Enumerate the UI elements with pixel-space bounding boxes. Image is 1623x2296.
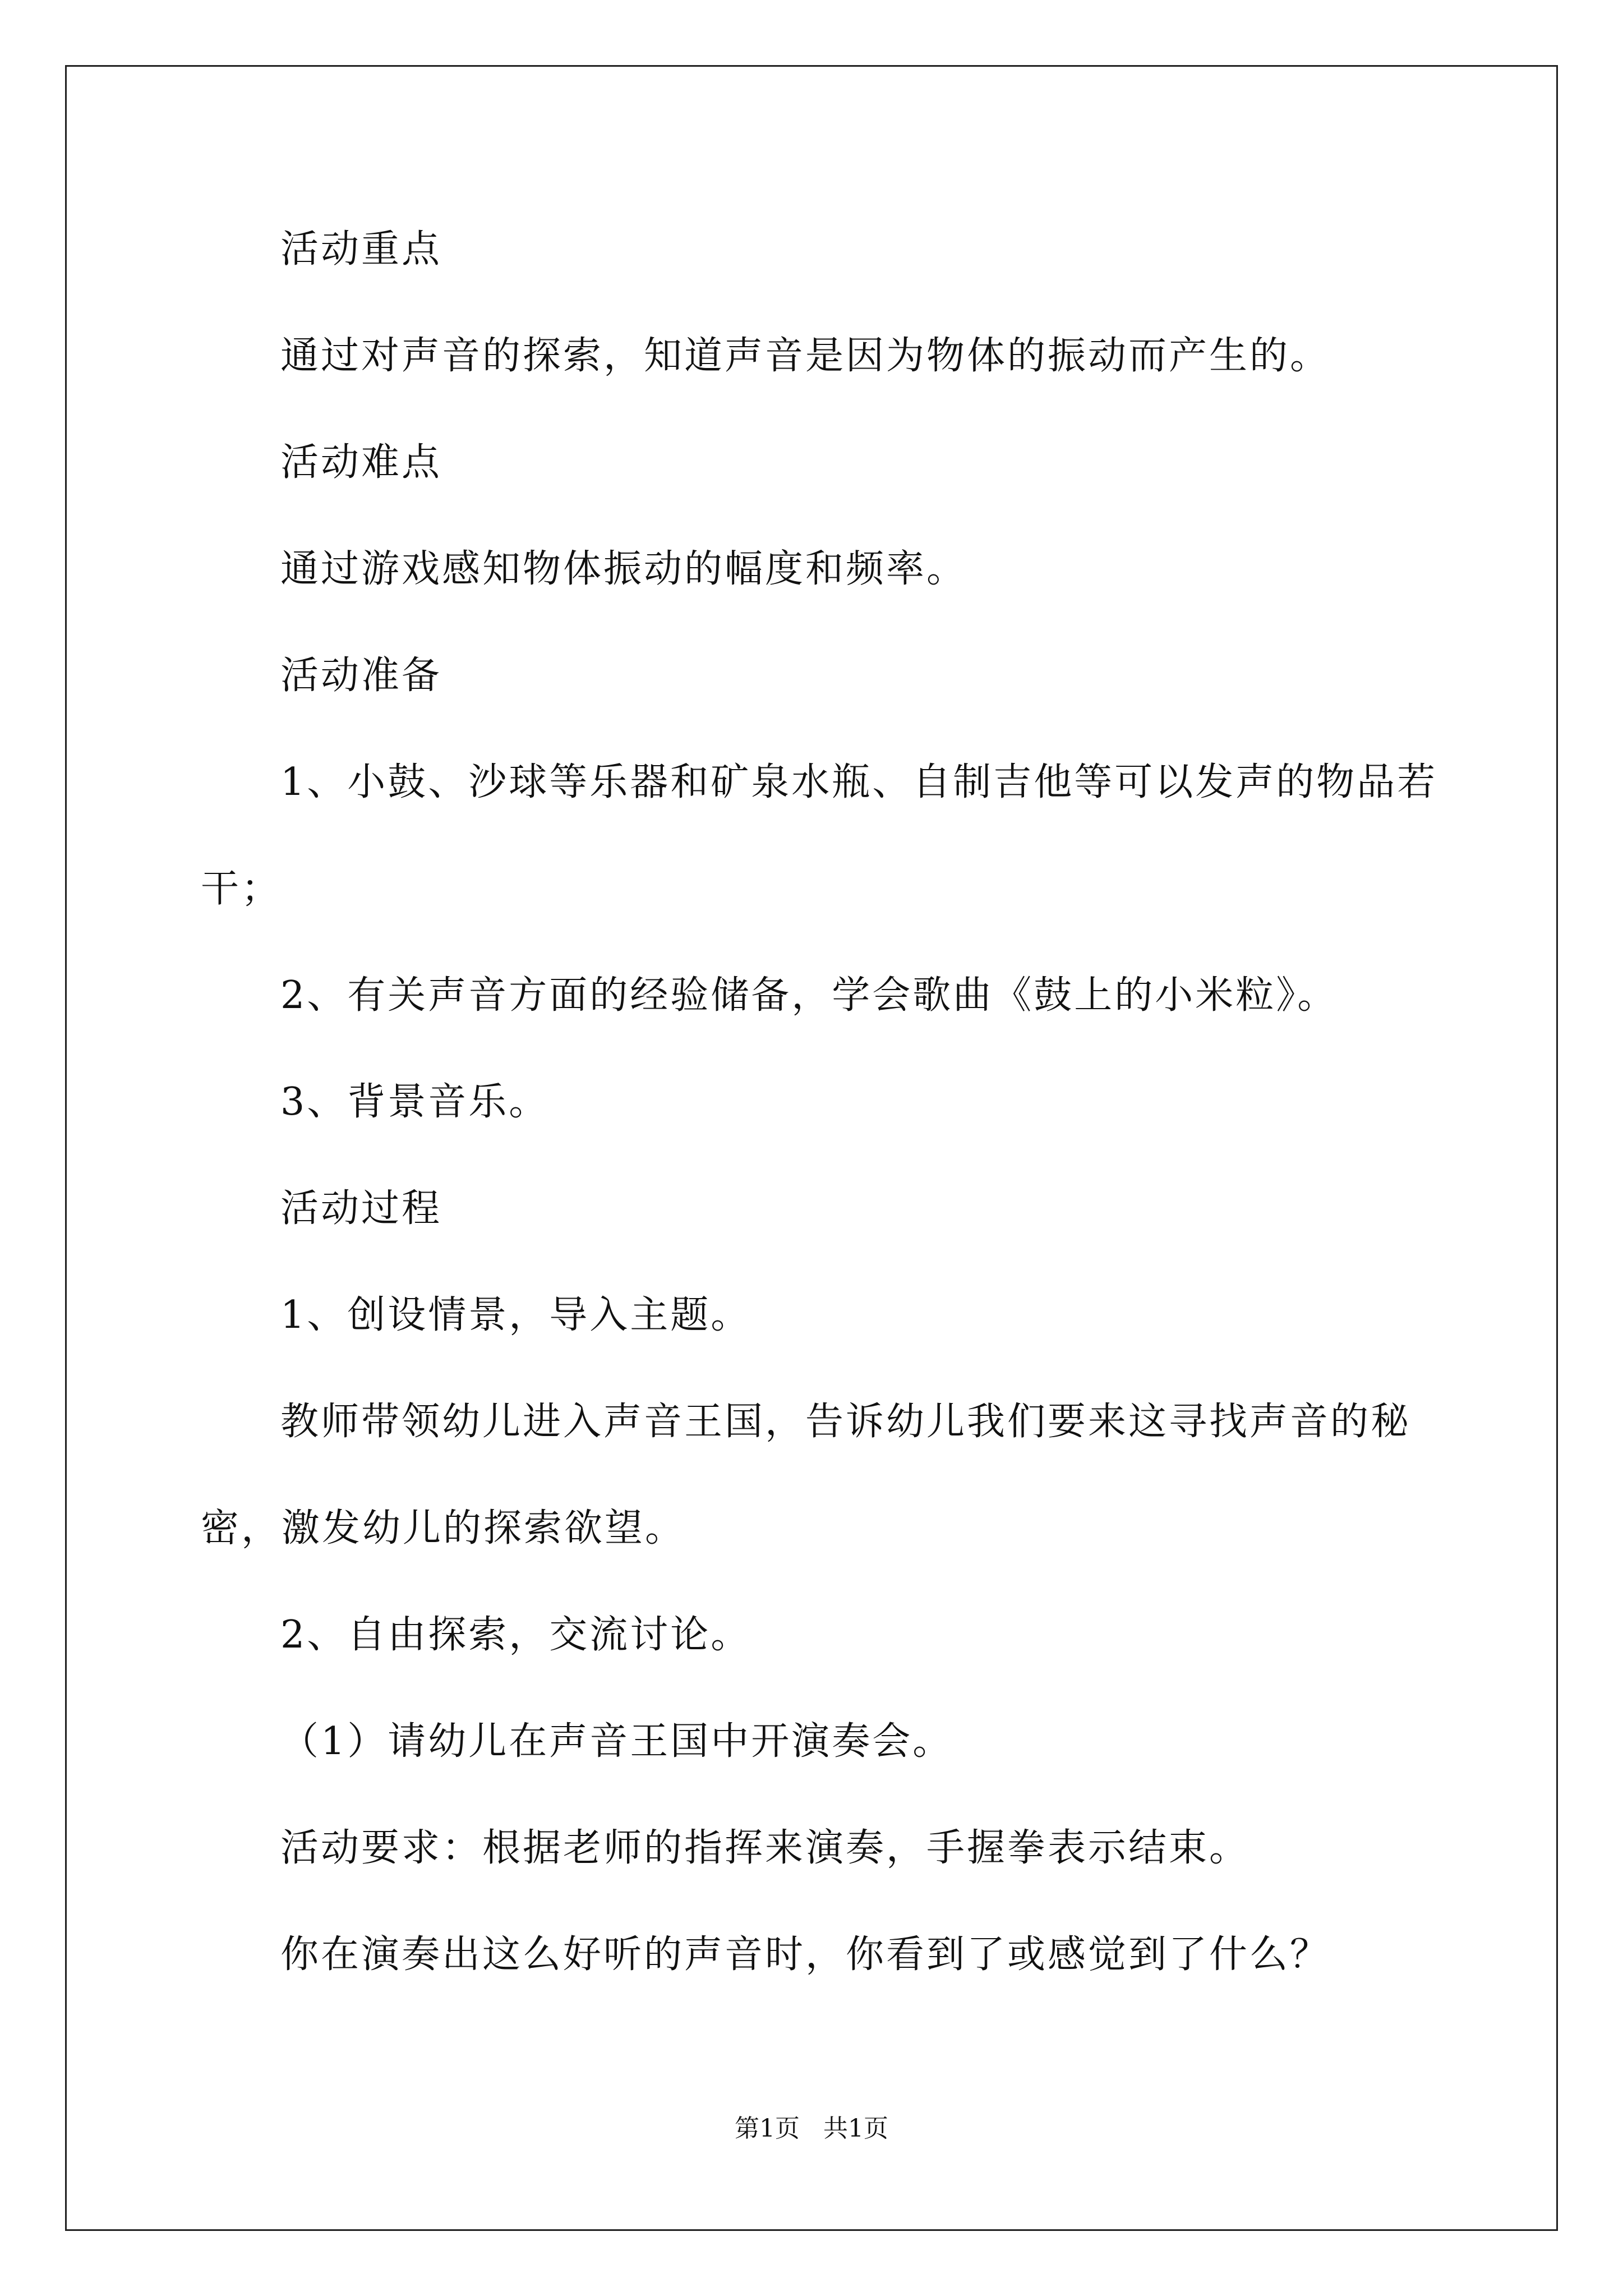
heading-key-points: 活动重点 [280, 227, 442, 272]
list-item-line: 2、自由探索，交流讨论。 [280, 1613, 751, 1657]
heading-difficulties: 活动难点 [280, 440, 442, 485]
heading-preparation: 活动准备 [280, 654, 442, 698]
list-item-line: 1、小鼓、沙球等乐器和矿泉水瓶、自制吉他等可以发声的物品若 [280, 760, 1438, 804]
paragraph-continuation: 密，激发幼儿的探索欲望。 [201, 1506, 686, 1550]
list-item-continuation: 干； [201, 867, 282, 911]
paragraph-line: 教师带领幼儿进入声音王国，告诉幼儿我们要来这寻找声音的秘 [280, 1400, 1412, 1444]
list-item-line: 1、创设情景，导入主题。 [280, 1293, 751, 1337]
list-item-line: 2、有关声音方面的经验储备，学会歌曲《鼓上的小米粒》。 [280, 973, 1338, 1018]
page-footer: 第1页 共1页 [735, 2114, 888, 2143]
list-item-line: 3、背景音乐。 [280, 1080, 550, 1124]
paragraph-line: 通过对声音的探索，知道声音是因为物体的振动而产生的。 [280, 334, 1331, 378]
heading-process: 活动过程 [280, 1186, 442, 1231]
paragraph-line: 你在演奏出这么好听的声音时，你看到了或感觉到了什么？ [280, 1932, 1331, 1977]
sub-list-item-line: （1）请幼儿在声音王国中开演奏会。 [280, 1719, 953, 1764]
page-border [65, 65, 1558, 2231]
paragraph-line: 通过游戏感知物体振动的幅度和频率。 [280, 547, 967, 591]
paragraph-line: 活动要求：根据老师的指挥来演奏，手握拳表示结束。 [280, 1826, 1250, 1870]
